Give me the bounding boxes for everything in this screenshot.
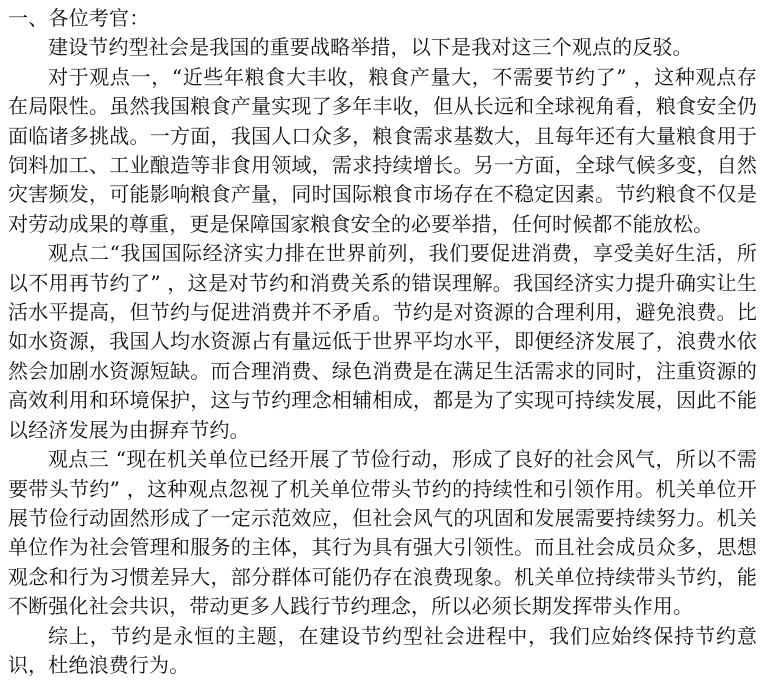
paragraph-viewpoint-three: 观点三 “现在机关单位已经开展了节俭行动，形成了良好的社会风气，所以不需要带头节约” ，这种观点忽视了机关单位带头节约的持续性和引领作用。机关单位开展节俭行动固然形成了一定示范效应，但社会风气的巩固和发展需要持续努力。机关单位作为社会管理和服务的主体，其行为具有强大引领性。而且社会成员众多，思想观念和行为习惯差异大，部分群体可能仍存在浪费现象。机关单位持续带头节约，能不断强化社会共识，带动更多人践行节约理念，所以必须长期发挥带头作用。 [8, 447, 757, 619]
document-heading: 一、各位考官： [8, 6, 150, 30]
paragraph-conclusion: 综上，节约是永恒的主题，在建设节约型社会进程中，我们应始终保持节约意识，杜绝浪费行为。 [8, 623, 757, 677]
paragraph-intro: 建设节约型社会是我国的重要战略举措，以下是我对这三个观点的反驳。 [48, 35, 693, 60]
paragraph-viewpoint-two: 观点二“我国国际经济实力排在世界前列，我们要促进消费，享受美好生活，所以不用再节约了” ，这是对节约和消费关系的错误理解。我国经济实力提升确实让生活水平提高，但节约与促进消费并不矛盾。节约是对资源的合理利用，避免浪费。比如水资源，我国人均水资源占有量远低于世界平均水平，即便经济发展了，浪费水依然会加剧水资源短缺。而合理消费、绿色消费是在满足生活需求的同时，注重资源的高效利用和环境保护，这与节约理念相辅相成，都是为了实现可持续发展，因此不能以经济发展为由摒弃节约。 [8, 241, 757, 442]
paragraph-viewpoint-one: 对于观点一，“近些年粮食大丰收，粮食产量大，不需要节约了” ，这种观点存在局限性。虽然我国粮食产量实现了多年丰收，但从长远和全球视角看，粮食安全仍面临诸多挑战。一方面，我国人口众多，粮食需求基数大，且每年还有大量粮食用于饲料加工、工业酿造等非食用领域，需求持续增长。另一方面，全球气候多变，自然灾害频发，可能影响粮食产量，同时国际粮食市场存在不稳定因素。节约粮食不仅是对劳动成果的尊重，更是保障国家粮食安全的必要举措，任何时候都不能放松。 [8, 64, 757, 236]
